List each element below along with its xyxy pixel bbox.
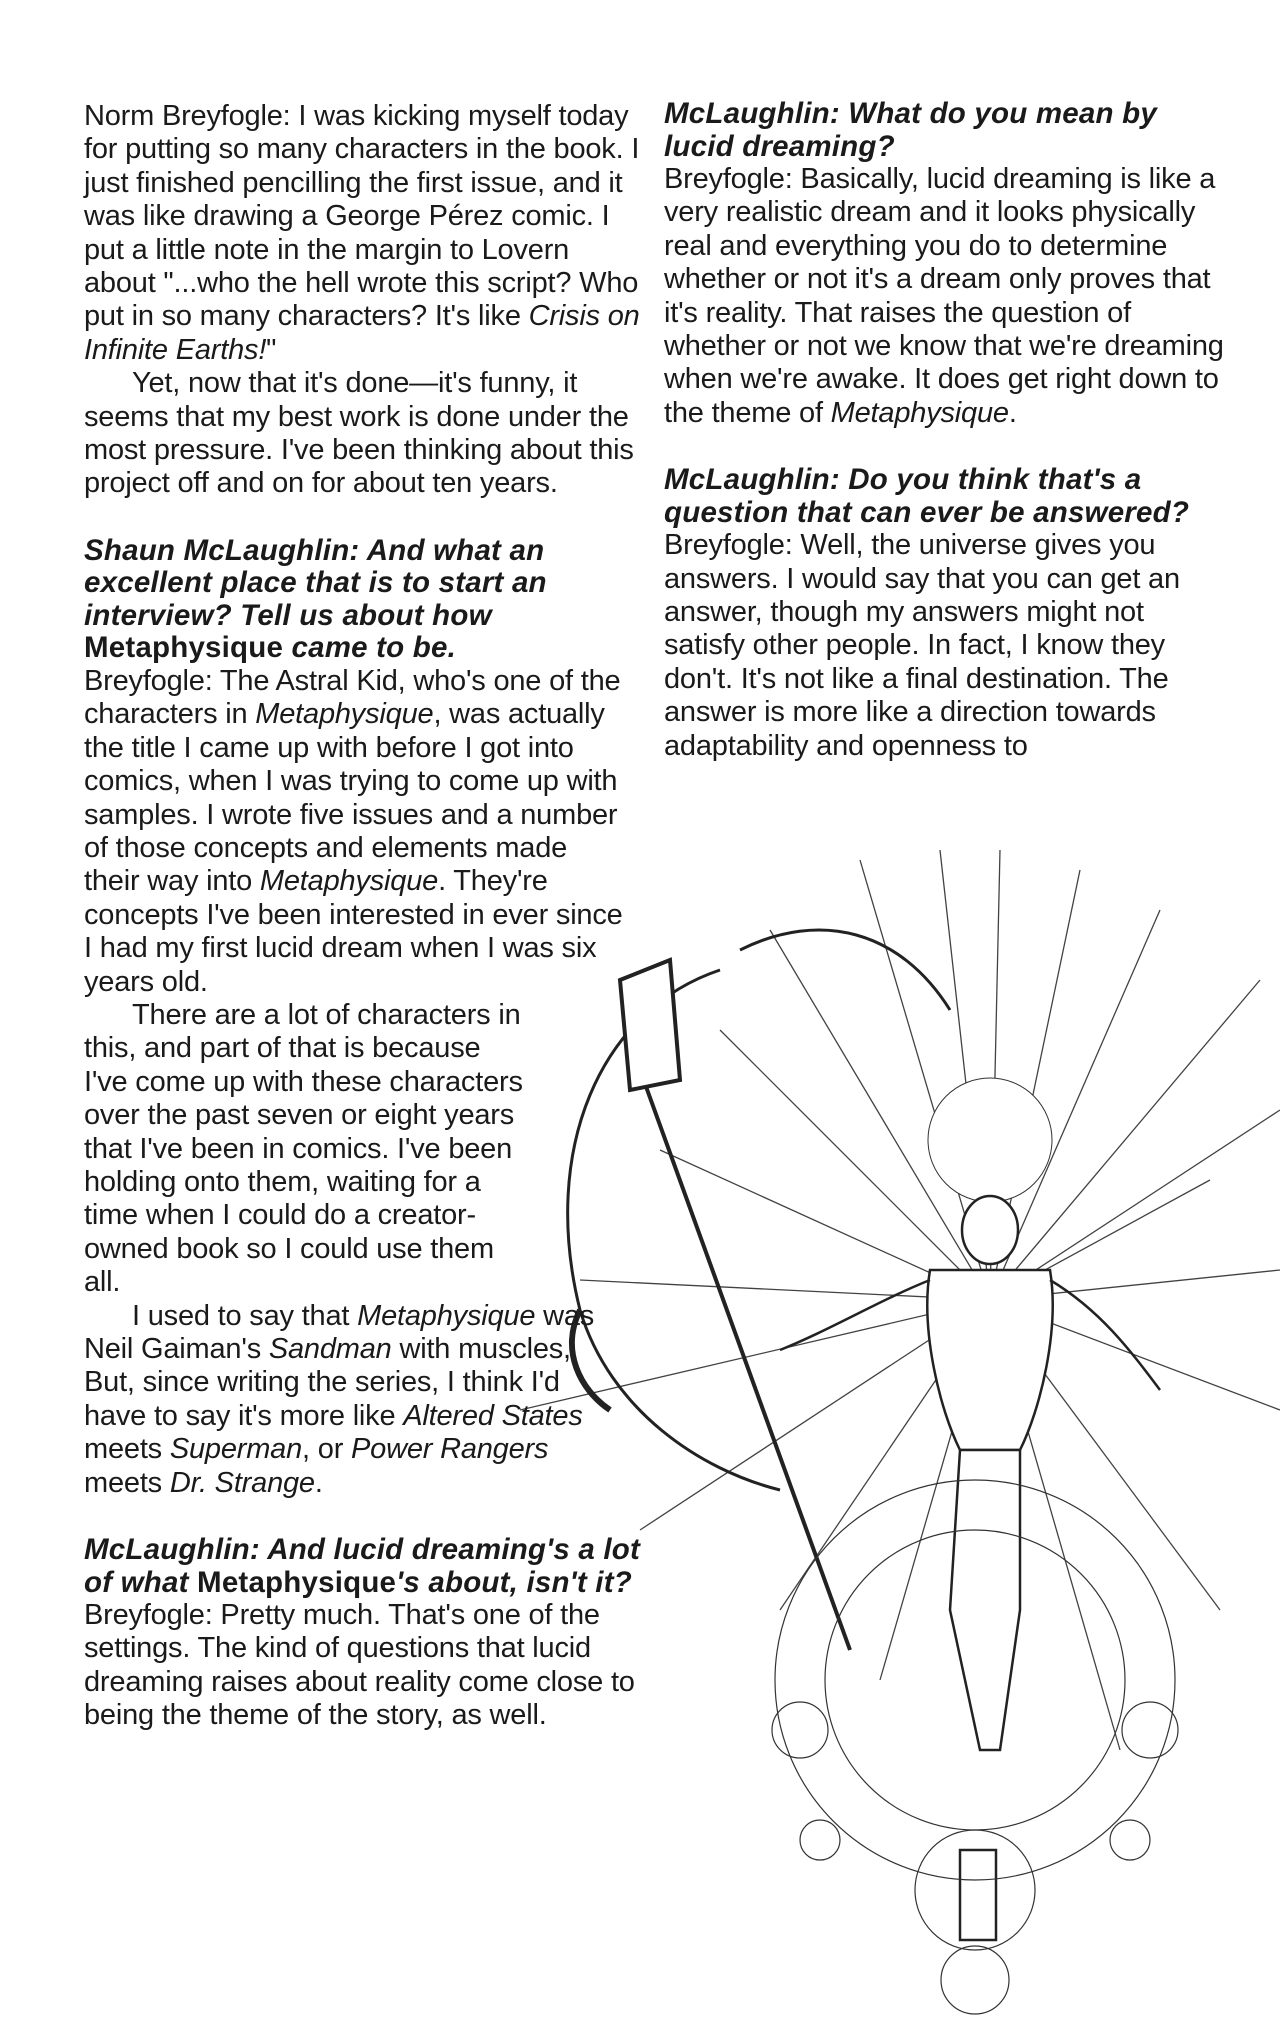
answer-italic: Metaphysique [255,698,434,731]
answer-text: meets [84,1433,170,1466]
intro-text: Norm Breyfogle: I was kicking myself today for putting so many characters in the book. I just finished pencilling the first issue, and it was like drawing a George Pérez comic. I put a little note in the margin to Lovern about "...who the hell wrote this script? Who put in so many characters? It's like [84,100,640,333]
answer-text: with muscles, But, since writing the series, I think I'd have to say it's more like [84,1333,571,1432]
answer-italic: Sandman [268,1333,392,1365]
answer-italic: Metaphysique [830,396,1009,429]
answer-text: meets [84,1466,170,1499]
answer-italic: Metaphysique [259,865,439,898]
answer-text: , was actually the title I came up with before I got into comics, when I was trying to come up with samples. I wrote five issues and a number of those concepts and elements made their way into [84,698,618,898]
answer-text: was Neil Gaiman's [84,1299,595,1365]
answer-text: Breyfogle: Basically, lucid dreaming is like a very realistic dream and it looks physically real and everything you do to determine whether or not it's a dream only proves that it's reality. That raises the question of whether or not we know that we're dreaming when we're awake. It does get right down to the theme of [664,163,1224,429]
answer-paragraph-3 [84,1300,604,1500]
question-heading-4: McLaughlin: Do you think that's a question that can ever be answered? [664,463,1190,529]
staff [620,960,850,1650]
answer-paragraph-2: There are a lot of characters in this, and part of that is because I've come up with these characters over the past seven or eight years that I've been in comics. I've been holding onto them, waiting for a time when I could do a creator-owned book so I could use them all. [84,998,523,1299]
answer-text: I used to say that [132,1299,358,1332]
answer-text: . [1008,396,1017,429]
question-heading [84,535,644,665]
question-text: McLaughlin: And lucid dreaming's a lot of what [84,1533,641,1599]
answer-text: , or [302,1433,352,1466]
answer-paragraph-6: Breyfogle: Well, the universe gives you answers. I would say that you can get an answer, though my answers might not satisfy other people. In fact, I know they don't. It's not like a final destination. The answer is more like a direction towards adaptability and openness to [664,529,1180,762]
question-suffix: came to be. [283,631,457,665]
intro-quote-end: " [266,333,277,366]
answer-paragraph [84,665,624,999]
answer-text: Breyfogle: The Astral Kid, who's one of the characters in [84,664,621,731]
answer-italic: Power Rangers [351,1433,549,1466]
question-heading-2 [84,1534,644,1599]
intro-paragraph-2: Yet, now that it's done—it's funny, it seems that my best work is done under the most pressure. I've been thinking about this project off and on for about ten years. [84,367,634,500]
intro-paragraph [84,100,644,367]
answer-text: . [314,1466,323,1499]
answer-italic: Metaphysique [357,1299,536,1332]
question-title: Metaphysique [84,631,284,665]
answer-paragraph-4: Breyfogle: Pretty much. That's one of the settings. The kind of questions that lucid dreaming raises about reality come close to being the theme of the story, as well. [84,1599,635,1732]
left-column [84,100,644,1733]
glowing-orb [928,1078,1052,1202]
answer-text: . They're concepts I've been interested in ever since I had my first lucid dream when I was six years old. [84,865,623,998]
question-heading-3: McLaughlin: What do you mean by lucid dreaming? [664,97,1157,163]
question-suffix: 's about, isn't it? [396,1565,632,1599]
answer-paragraph-5 [664,163,1224,430]
answer-italic: Altered States [403,1399,583,1432]
right-column [664,98,1224,763]
question-text: Shaun McLaughlin: And what an excellent place that is to start an interview? Tell us about how [84,533,547,632]
intro-italic-title: Crisis on Infinite Earths! [84,300,640,366]
answer-italic: Dr. Strange [169,1466,315,1499]
answer-italic: Superman [169,1433,303,1466]
question-title: Metaphysique [197,1565,397,1599]
